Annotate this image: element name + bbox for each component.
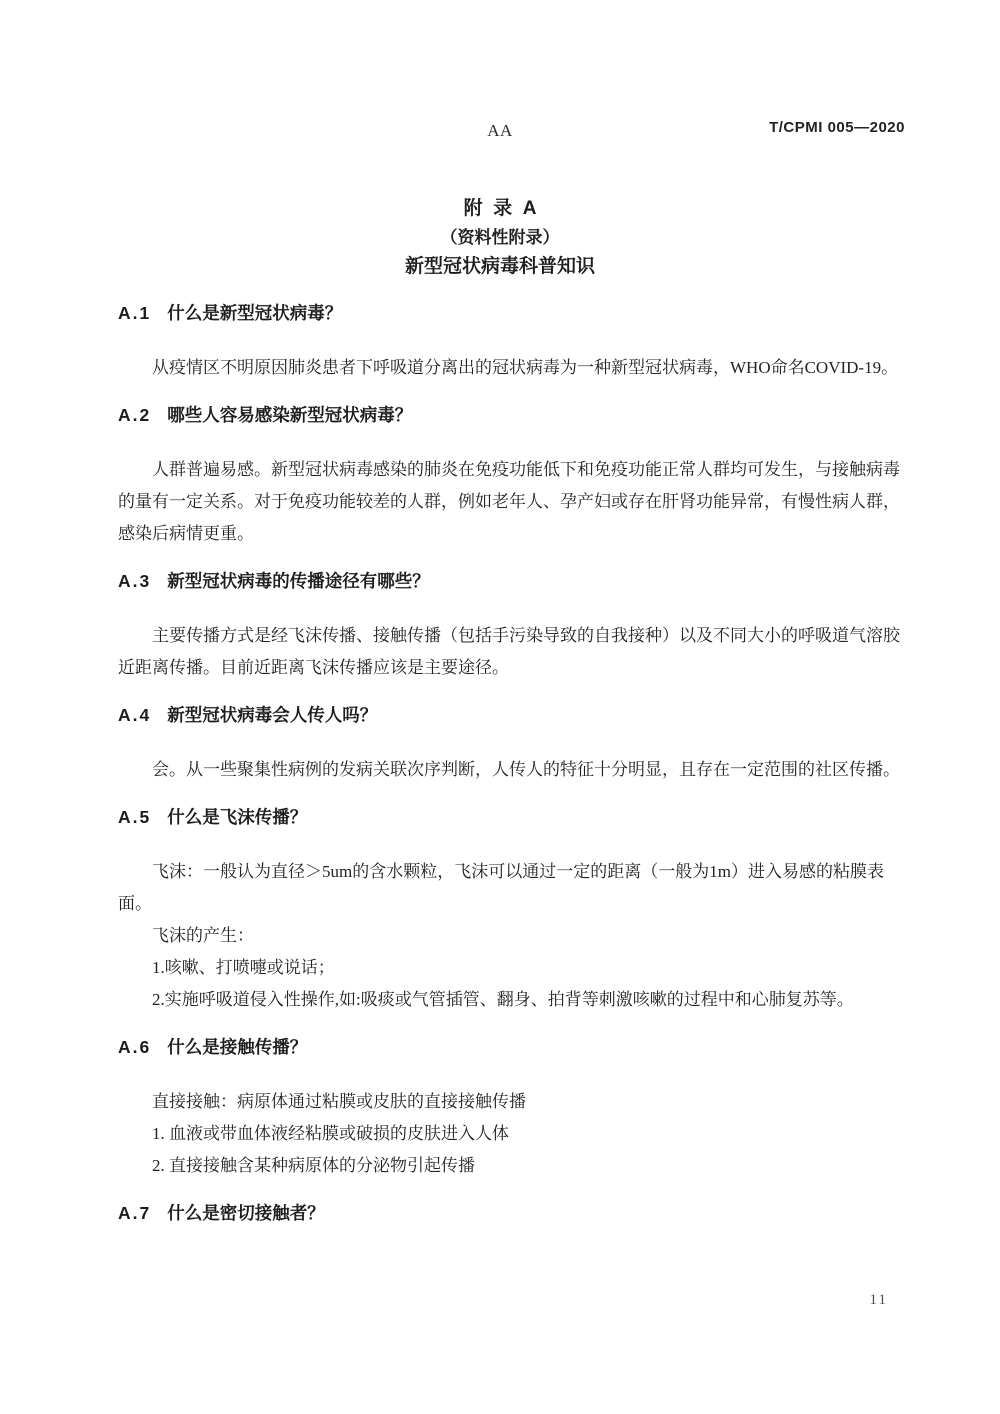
header-watermark: AA [487, 121, 513, 140]
section-heading-text: 什么是密切接触者？ [167, 1203, 325, 1223]
section-a3 [118, 568, 905, 684]
section-number: A.6 [118, 1037, 152, 1057]
appendix-title-line3: 新型冠状病毒科普知识 [404, 256, 595, 277]
appendix-title-line2: （资料性附录） [440, 228, 560, 247]
section-body [118, 856, 905, 1016]
list-item: 2.实施呼吸道侵入性操作,如:吸痰或气管插管、翻身、拍背等刺激咳嗽的过程中和心肺复苏等。 [152, 990, 854, 1009]
section-number: A.7 [118, 1203, 152, 1223]
paragraph: 飞沫的产生： [152, 926, 254, 945]
section-body [118, 454, 905, 550]
section-number: A.2 [118, 405, 152, 425]
paragraph: 直接接触：病原体通过粘膜或皮肤的直接接触传播 [152, 1092, 526, 1111]
section-heading [118, 804, 905, 830]
section-heading-text: 新型冠状病毒会人传人吗？ [167, 705, 378, 725]
section-heading-text: 什么是接触传播？ [167, 1037, 308, 1057]
section-number: A.5 [118, 807, 152, 827]
section-number: A.1 [118, 303, 152, 323]
section-heading [118, 1034, 905, 1060]
paragraph: 从疫情区不明原因肺炎患者下呼吸道分离出的冠状病毒为一种新型冠状病毒，WHO命名COVID-19。 [152, 358, 899, 377]
section-heading [118, 300, 905, 326]
section-heading [118, 568, 905, 594]
section-a1 [118, 300, 905, 384]
section-a5 [118, 804, 905, 1016]
section-a4 [118, 702, 905, 786]
paragraph: 人群普遍易感。新型冠状病毒感染的肺炎在免疫功能低下和免疫功能正常人群均可发生，与接触病毒的量有一定关系。对于免疫功能较差的人群，例如老年人、孕产妇或存在肝肾功能异常，有慢性病人群，感染后病情更重。 [118, 460, 900, 543]
appendix-title-block [0, 194, 1000, 281]
section-heading [118, 402, 905, 428]
section-number: A.4 [118, 705, 152, 725]
section-a7 [118, 1200, 905, 1226]
paragraph: 主要传播方式是经飞沫传播、接触传播（包括手污染导致的自我接种）以及不同大小的呼吸道气溶胶近距离传播。目前近距离飞沫传播应该是主要途径。 [118, 626, 900, 677]
section-heading-text: 哪些人容易感染新型冠状病毒？ [167, 405, 413, 425]
section-heading-text: 什么是飞沫传播？ [167, 807, 308, 827]
section-number: A.3 [118, 571, 152, 591]
list-item: 1.咳嗽、打喷嚏或说话； [152, 958, 335, 977]
document-body [118, 300, 905, 1252]
standard-number: T/CPMI 005—2020 [769, 119, 905, 136]
section-heading-text: 什么是新型冠状病毒？ [167, 303, 343, 323]
section-body [118, 352, 905, 384]
list-item: 2. 直接接触含某种病原体的分泌物引起传播 [152, 1156, 475, 1175]
section-a2 [118, 402, 905, 550]
section-a6 [118, 1034, 905, 1182]
list-item: 1. 血液或带血体液经粘膜或破损的皮肤进入人体 [152, 1124, 509, 1143]
appendix-title-line1: 附 录 A [463, 198, 537, 219]
section-body [118, 754, 905, 786]
section-body [118, 1086, 905, 1182]
section-heading-text: 新型冠状病毒的传播途径有哪些？ [167, 571, 430, 591]
page-number: 11 [869, 1292, 888, 1308]
section-heading [118, 702, 905, 728]
paragraph: 飞沫：一般认为直径＞5um的含水颗粒，飞沫可以通过一定的距离（一般为1m）进入易感的粘膜表面。 [118, 862, 884, 913]
paragraph: 会。从一些聚集性病例的发病关联次序判断，人传人的特征十分明显，且存在一定范围的社区传播。 [152, 760, 900, 779]
section-heading [118, 1200, 905, 1226]
section-body [118, 620, 905, 684]
